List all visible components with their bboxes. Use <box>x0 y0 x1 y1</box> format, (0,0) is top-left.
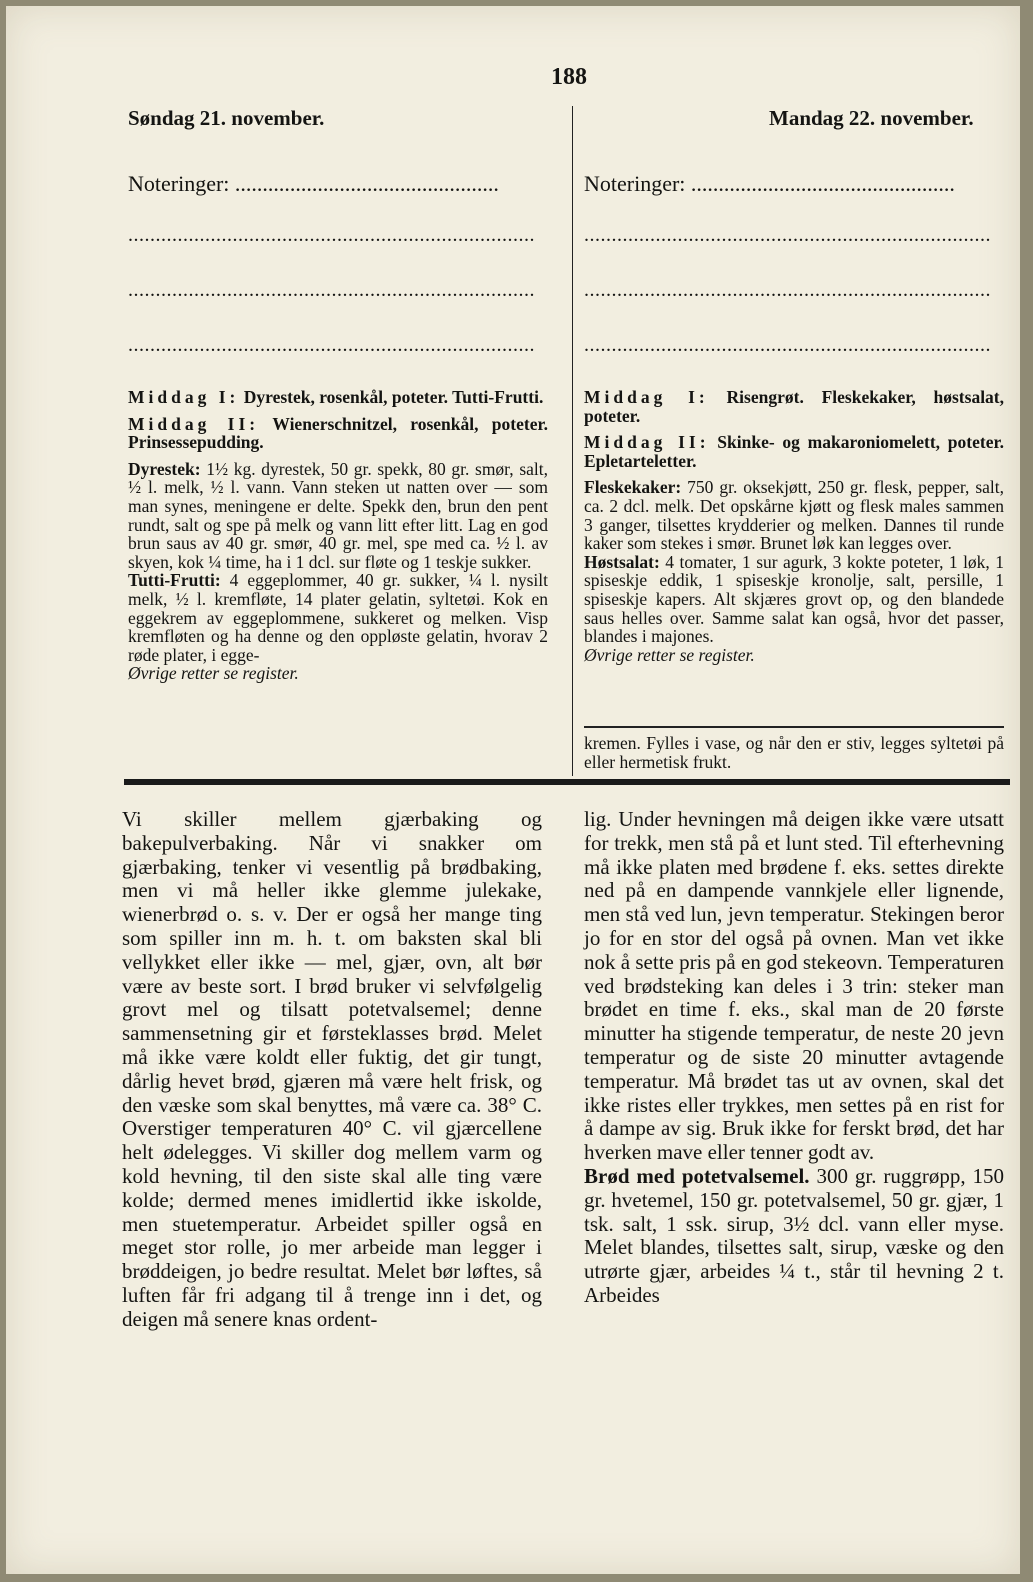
right-menu-column <box>584 388 1004 672</box>
article-column-2 <box>584 808 1004 1308</box>
right-menu2-label: Middag II: <box>584 432 710 453</box>
left-recipe2-title: Tutti-Frutti: <box>128 570 221 591</box>
right-menu1-text: Risengrøt. Fleskekaker, høstsalat, poteter. <box>584 387 1005 426</box>
right-recipe1-title: Fleskekaker: <box>584 477 682 498</box>
left-menu2-text: Wienerschnitzel, rosenkål, poteter. Prinsessepudding. <box>128 413 549 453</box>
left-recipe2-text: 4 eggeplommer, 40 gr. sukker, ¼ l. nysilt melk, ½ l. kremfløte, 14 plater gelatin, syltetøi. Kok en eggekrem av eggeplommene, sukkeret og melken. Visp kremfløten og ha denne og den oppløste gelatin, hvorav 2 røde plater, i egge- <box>128 570 549 665</box>
right-menu2-text: Skinke- og makaroniomelett, poteter. Epletarteletter. <box>584 432 1004 471</box>
right-notes-line: Noteringer: ................................................ <box>584 171 955 196</box>
page <box>6 6 1020 1574</box>
right-notes-label: Noteringer: <box>584 171 686 196</box>
right-recipe1-text: 750 gr. oksekjøtt, 250 gr. flesk, pepper, salt, ca. 2 dcl. melk. Det opskårne kjøtt og flesk males sammen 3 ganger, tilsettes krydderier og melken. Dannes til runde kaker som stekes i smør. Brunet løk kan legges over. <box>584 477 1005 554</box>
right-recipe2-text: 4 tomater, 1 sur agurk, 3 kokte poteter, 1 løk, 1 spiseskje eddik, 1 spiseskje kronolje, salt, persille, 1 spiseskje kapers. Alt skjæres grovt op, og den blandede saus helles over. Samme salat kan også, hvor det passer, blandes i majones. <box>584 551 1004 647</box>
left-menu2-label: Middag II: <box>128 413 260 434</box>
article-text-2: lig. Under hevningen må deigen ikke være utsatt for trekk, men stå på et lunt sted. Til efterhevning må ikke platen med brødene f. eks. settes direkte ned på en dampende vannkjele eller lignende, men stå ved lun, jevn temperatur. Stekingen beror jo for en stor del også på ovnen. Man vet ikke nok å sette pris på en god stekeovn. Temperaturen ved brødsteking kan deles i 3 trin: steker man brødet en time f. eks., skal man de 20 første minutter ha stigende temperatur, de neste 20 jevn temperatur og de siste 20 minutter avtagende temperatur. Må brødet tas ut av ovnen, skal det ikke ristes eller trykkes, men settes på en rist for å dampe av sig. Bruk ikke for ferskt brød, det har hverken mave eller tenner godt av. <box>584 807 1004 1165</box>
continuation-rule <box>584 726 1004 728</box>
left-day-heading: Søndag 21. november. <box>128 106 325 130</box>
section-divider <box>124 779 1010 785</box>
left-note-dots: .......................................................................... <box>128 224 535 246</box>
right-note-dots: .......................................................................... <box>584 279 991 301</box>
right-recipe2-title: Høstsalat: <box>584 551 660 572</box>
left-note-dots: .......................................................................... <box>128 279 535 301</box>
right-day-heading: Mandag 22. november. <box>769 106 974 130</box>
bread-recipe-text: 300 gr. ruggrøpp, 150 gr. hvetemel, 150 gr. potetvalsemel, 50 gr. gjær, 1 tsk. salt, 1 ssk. sirup, 3½ dcl. vann eller myse. Melet blandes, tilsettes salt, sirup, væske og den utrørte gjær, arbeides ¼ t., står til hevning 2 t. Arbeides <box>584 1163 1005 1307</box>
right-continuation <box>584 734 1004 779</box>
bread-recipe-title: Brød med potetvalsemel. <box>584 1163 810 1188</box>
left-notes-line: Noteringer: ................................................ <box>128 171 499 196</box>
right-note-dots: .......................................................................... <box>584 334 991 356</box>
left-notes-label: Noteringer: <box>128 171 230 196</box>
left-menu1-text: Dyrestek, rosenkål, poteter. Tutti-Frutti. <box>243 387 544 407</box>
left-recipe1-text: 1½ kg. dyrestek, 50 gr. spekk, 80 gr. smør, salt, ½ l. melk, ½ l. vann. Vann steken ut natten over — som man synes, meningene er delte. Spekk den, brun den pent rundt, salt og spe på melk og vann litt efter litt. Lag en god brun saus av 40 gr. smør, 40 gr. mel, spe med ca. ½ l. av skyen, kok ¼ time, ha i 1 dcl. sur fløte og 1 teskje sukker. <box>128 458 549 572</box>
column-divider <box>572 106 573 776</box>
right-note-dots: .......................................................................... <box>584 224 991 246</box>
left-note-dots: .......................................................................... <box>128 334 535 356</box>
continuation-text: kremen. Fylles i vase, og når den er stiv, legges syltetøi på eller hermetisk frukt. <box>584 733 1004 772</box>
article-column-1 <box>122 808 542 1332</box>
left-register-note: Øvrige retter se register. <box>128 663 299 684</box>
article-text-1: Vi skiller mellem gjærbaking og bakepulverbaking. Når vi snakker om gjærbaking, tenker vi vesentlig på brødbaking, men vi må heller ikke glemme julekake, wienerbrød o. s. v. Der er også her mange ting som spiller inn m. h. t. om baksten skal bli vellykket eller ikke — mel, gjær, ovn, alt bør være av beste sort. I brød bruker vi selvfølgelig grovt mel og tilsatt potetvalsemel; denne sammensetning gir et førsteklasses brød. Melet må ikke være koldt eller fuktig, det gir tungt, dårlig hevet brød, gjæren må være helt frisk, og den væske som skal benyttes, må være ca. 38° C. Overstiger temperaturen 40° C. vil gjærcellene helt ødelegges. Vi skiller dog mellem varm og kold hevning, til den siste skal alle ting være kolde; dermed menes imidlertid ikke iskolde, men stuetemperatur. Arbeidet spiller også en meget stor rolle, jo mer arbeide man legger i brøddeigen, jo bedre resultat. Melet bør løftes, så luften får fri adgang til å trenge inn i det, og deigen må senere knas ordent- <box>122 807 542 1331</box>
left-recipe1-title: Dyrestek: <box>128 458 201 479</box>
page-number: 188 <box>551 64 587 90</box>
right-register-note: Øvrige retter se register. <box>584 644 755 665</box>
left-menu1-label: Middag I: <box>128 387 240 407</box>
left-menu-column <box>128 388 548 691</box>
right-menu1-label: Middag I: <box>584 387 709 407</box>
